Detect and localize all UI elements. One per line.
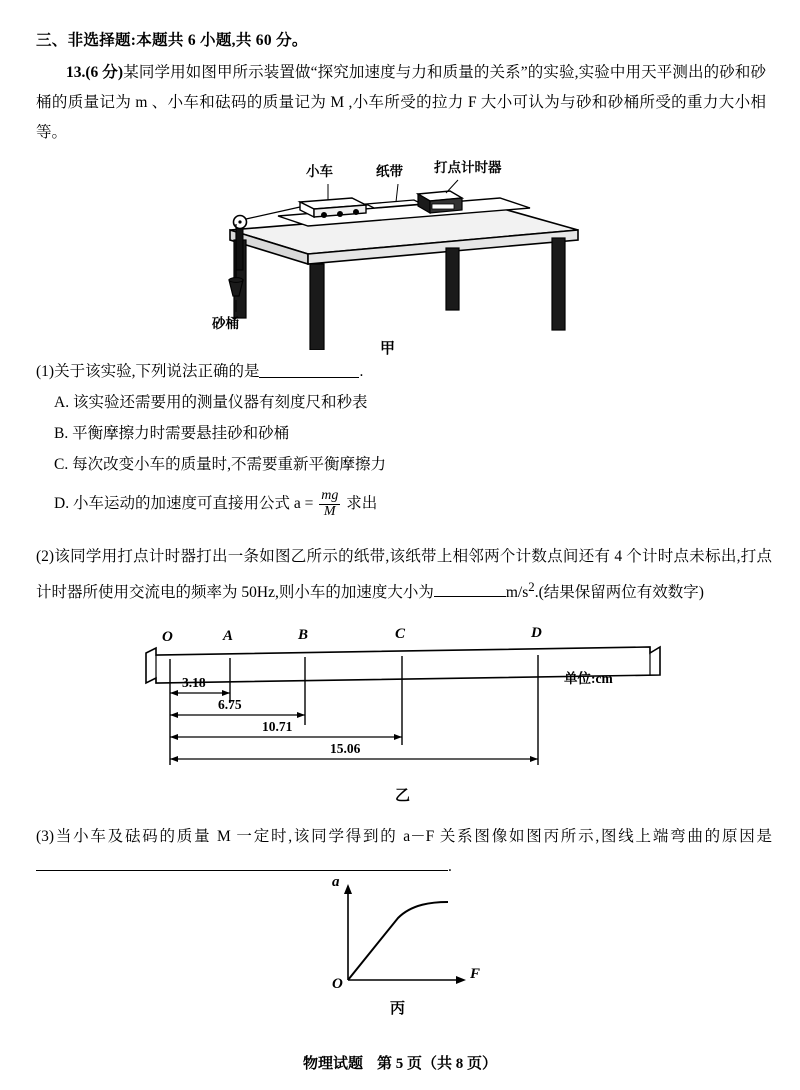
part2-note: (结果保留两位有效数字): [538, 584, 704, 602]
question-stem-text: 某同学用如图甲所示装置做“探究加速度与力和质量的关系”的实验,实验中用天平测出的砂和砂桶的质量记为 m 、小车和砝码的质量记为 M ,小车所受的拉力 F 大小可认为与砂和砂桶所受的重力大小相等。: [36, 64, 767, 141]
graph-y-axis-label: a: [332, 874, 340, 890]
figure-tape: [140, 625, 670, 790]
figure-bing-caption: 丙: [390, 1001, 406, 1017]
option-d-fraction: [319, 489, 340, 519]
measurement-oc: 10.71: [262, 719, 293, 734]
part1-period: .: [359, 363, 364, 380]
question-stem-block: [36, 58, 766, 148]
part2-period: .: [534, 584, 539, 602]
tape-point-a: A: [223, 628, 234, 644]
part2-answer-blank[interactable]: [434, 582, 506, 597]
part2-exponent: 2: [528, 579, 535, 594]
part1-prompt: (1)关于该实验,下列说法正确的是: [36, 363, 260, 380]
label-tape: 纸带: [376, 164, 403, 179]
part3-text: (3)当小车及砝码的质量 M 一定时,该同学得到的 a－F 关系图像如图丙所示,图线上端弯曲的原因是: [36, 828, 772, 845]
tape-point-c: C: [395, 626, 406, 642]
fraction-numerator: mg: [321, 488, 339, 504]
part3-answer-blank[interactable]: [36, 856, 448, 871]
figure-apparatus: [200, 160, 600, 350]
footer-page-number: 第 5 页（共 8 页）: [377, 1056, 498, 1072]
options-block: [36, 356, 766, 520]
figure-yi-caption: 乙: [395, 788, 411, 804]
tape-unit-label: 单位:cm: [564, 671, 613, 686]
question-points: (6 分): [85, 64, 124, 81]
option-d-prefix: D. 小车运动的加速度可直接用公式 a =: [54, 495, 314, 512]
part3-block: [36, 822, 772, 882]
option-d-suffix: 求出: [346, 495, 378, 512]
graph-x-axis-label: F: [470, 966, 481, 982]
tape-point-b: B: [298, 627, 309, 643]
fraction-denominator: M: [323, 503, 336, 519]
option-a[interactable]: A. 该实验还需要用的测量仪器有刻度尺和秒表: [54, 394, 368, 411]
apparatus-drawing: [200, 160, 600, 350]
question-number: 13.: [66, 64, 86, 81]
label-timer: 打点计时器: [434, 160, 502, 175]
figure-graph: [320, 874, 490, 995]
measurement-oa: 3.18: [182, 675, 206, 690]
figure-jia-caption: 甲: [380, 341, 396, 357]
option-d[interactable]: [36, 488, 766, 520]
part2-block: [36, 542, 772, 608]
tape-point-d: D: [531, 625, 542, 641]
label-sand-bucket: 砂桶: [212, 316, 239, 331]
page-footer: [0, 1052, 800, 1073]
label-cart: 小车: [306, 164, 333, 179]
option-b[interactable]: B. 平衡摩擦力时需要悬挂砂和砂桶: [54, 425, 290, 442]
measurement-od: 15.06: [330, 741, 361, 756]
footer-subject: 物理试题: [302, 1056, 363, 1072]
part2-text-a: (2)该同学用打点计时器打出一条如图乙所示的纸带,该纸带上相邻两个计数点间还有 4 个计时点未标出,打点计时器所使用交流电的频率为 50Hz,则小车的加速度大小为: [36, 548, 772, 602]
graph-origin-label: O: [332, 976, 343, 992]
option-c[interactable]: C. 每次改变小车的质量时,不需要重新平衡摩擦力: [54, 456, 386, 473]
section-title: 三、非选择题:本题共 6 小题,共 60 分。: [36, 32, 308, 49]
part1-answer-blank[interactable]: [259, 362, 359, 378]
part2-text-b: m/s: [505, 584, 529, 602]
tape-point-o: O: [162, 629, 173, 645]
part3-period: .: [448, 858, 452, 875]
part1-prompt-line: [36, 356, 766, 387]
measurement-ob: 6.75: [218, 697, 242, 712]
graph-drawing: [320, 880, 490, 995]
